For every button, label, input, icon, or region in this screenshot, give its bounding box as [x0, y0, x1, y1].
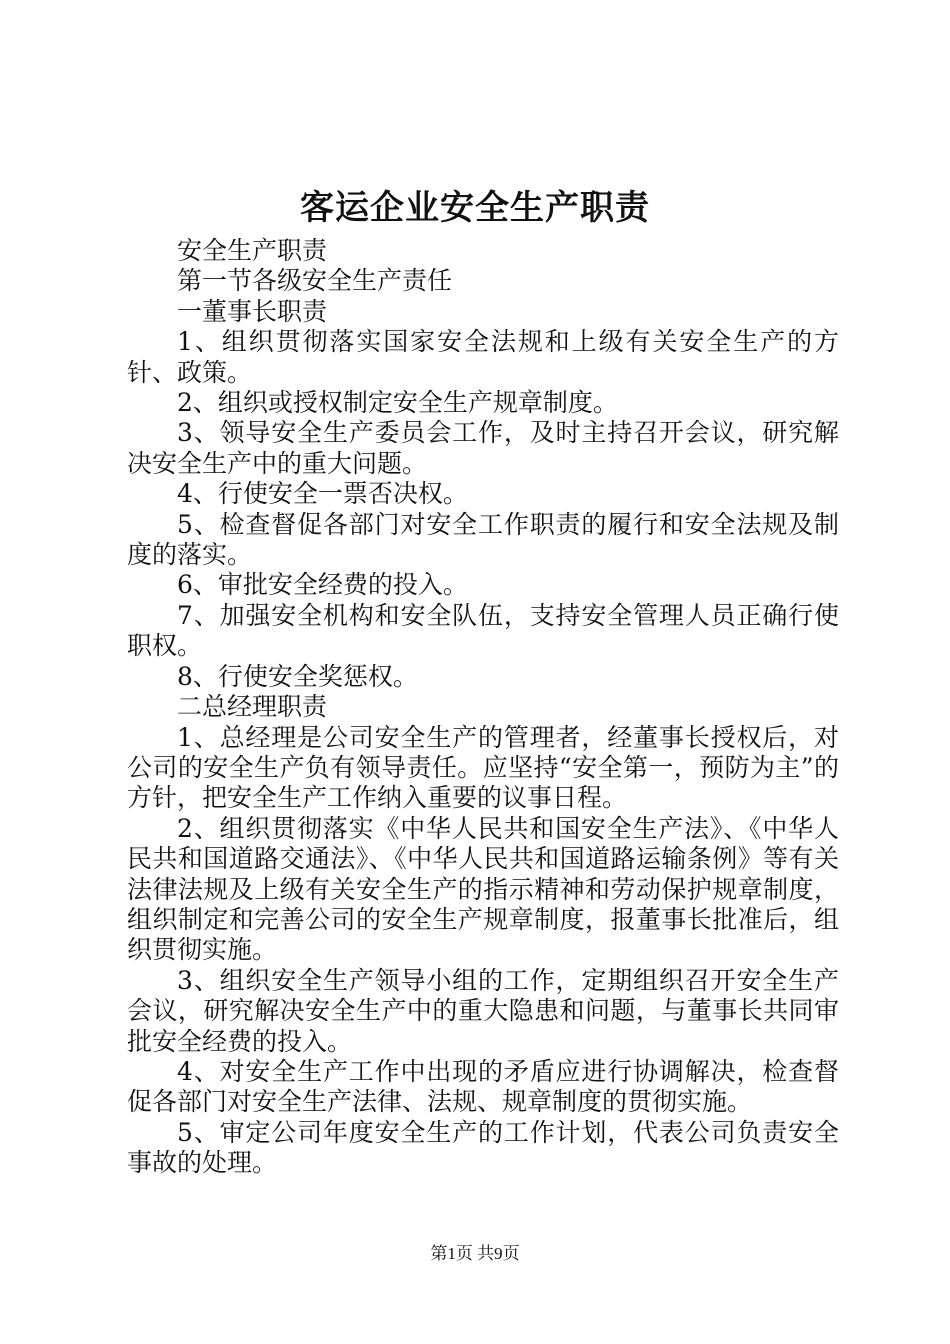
paragraph: 3、领导安全生产委员会工作，及时主持召开会议，研究解决安全生产中的重大问题。	[127, 418, 839, 478]
paragraph: 3、组织安全生产领导小组的工作，定期组织召开安全生产会议，研究解决安全生产中的重大隐患和问题，与董事长共同审批安全经费的投入。	[127, 965, 839, 1056]
paragraph: 5、检查督促各部门对安全工作职责的履行和安全法规及制度的落实。	[127, 509, 839, 570]
paragraph: 2、组织贯彻落实《中华人民共和国安全生产法》、《中华人民共和国道路交通法》、《中华人民共和国道路运输条例》等有关法律法规及上级有关安全生产的指示精神和劳动保护规章制度，组织制定和完善公司的安全生产规章制度，报董事长批准后，组织贯彻实施。	[127, 813, 839, 965]
paragraph: 6、审批安全经费的投入。	[177, 570, 468, 600]
page-footer: 第1页 共9页	[430, 1244, 520, 1263]
paragraph: 4、行使安全一票否决权。	[177, 479, 468, 509]
paragraph: 1、组织贯彻落实国家安全法规和上级有关安全生产的方针、政策。	[127, 327, 839, 387]
paragraph: 4、对安全生产工作中出现的矛盾应进行协调解决，检查督促各部门对安全生产法律、法规、规章制度的贯彻实施。	[127, 1056, 839, 1117]
paragraph: 1、总经理是公司安全生产的管理者，经董事长授权后，对公司的安全生产负有领导责任。应坚持“安全第一，预防为主”的方针，把安全生产工作纳入重要的议事日程。	[127, 722, 839, 813]
document-body	[127, 236, 839, 1179]
document-title: 客运企业安全生产职责	[300, 188, 650, 228]
paragraph: 7、加强安全机构和安全队伍，支持安全管理人员正确行使职权。	[127, 600, 839, 661]
paragraph: 2、组织或授权制定安全生产规章制度。	[177, 388, 618, 418]
paragraph: 5、审定公司年度安全生产的工作计划，代表公司负责安全事故的处理。	[127, 1117, 839, 1178]
paragraph: 二总经理职责	[177, 692, 328, 722]
paragraph: 一董事长职责	[177, 296, 328, 326]
paragraph: 第一节各级安全生产责任	[177, 266, 453, 296]
paragraph: 安全生产职责	[177, 236, 328, 265]
paragraph: 8、行使安全奖惩权。	[177, 661, 418, 691]
